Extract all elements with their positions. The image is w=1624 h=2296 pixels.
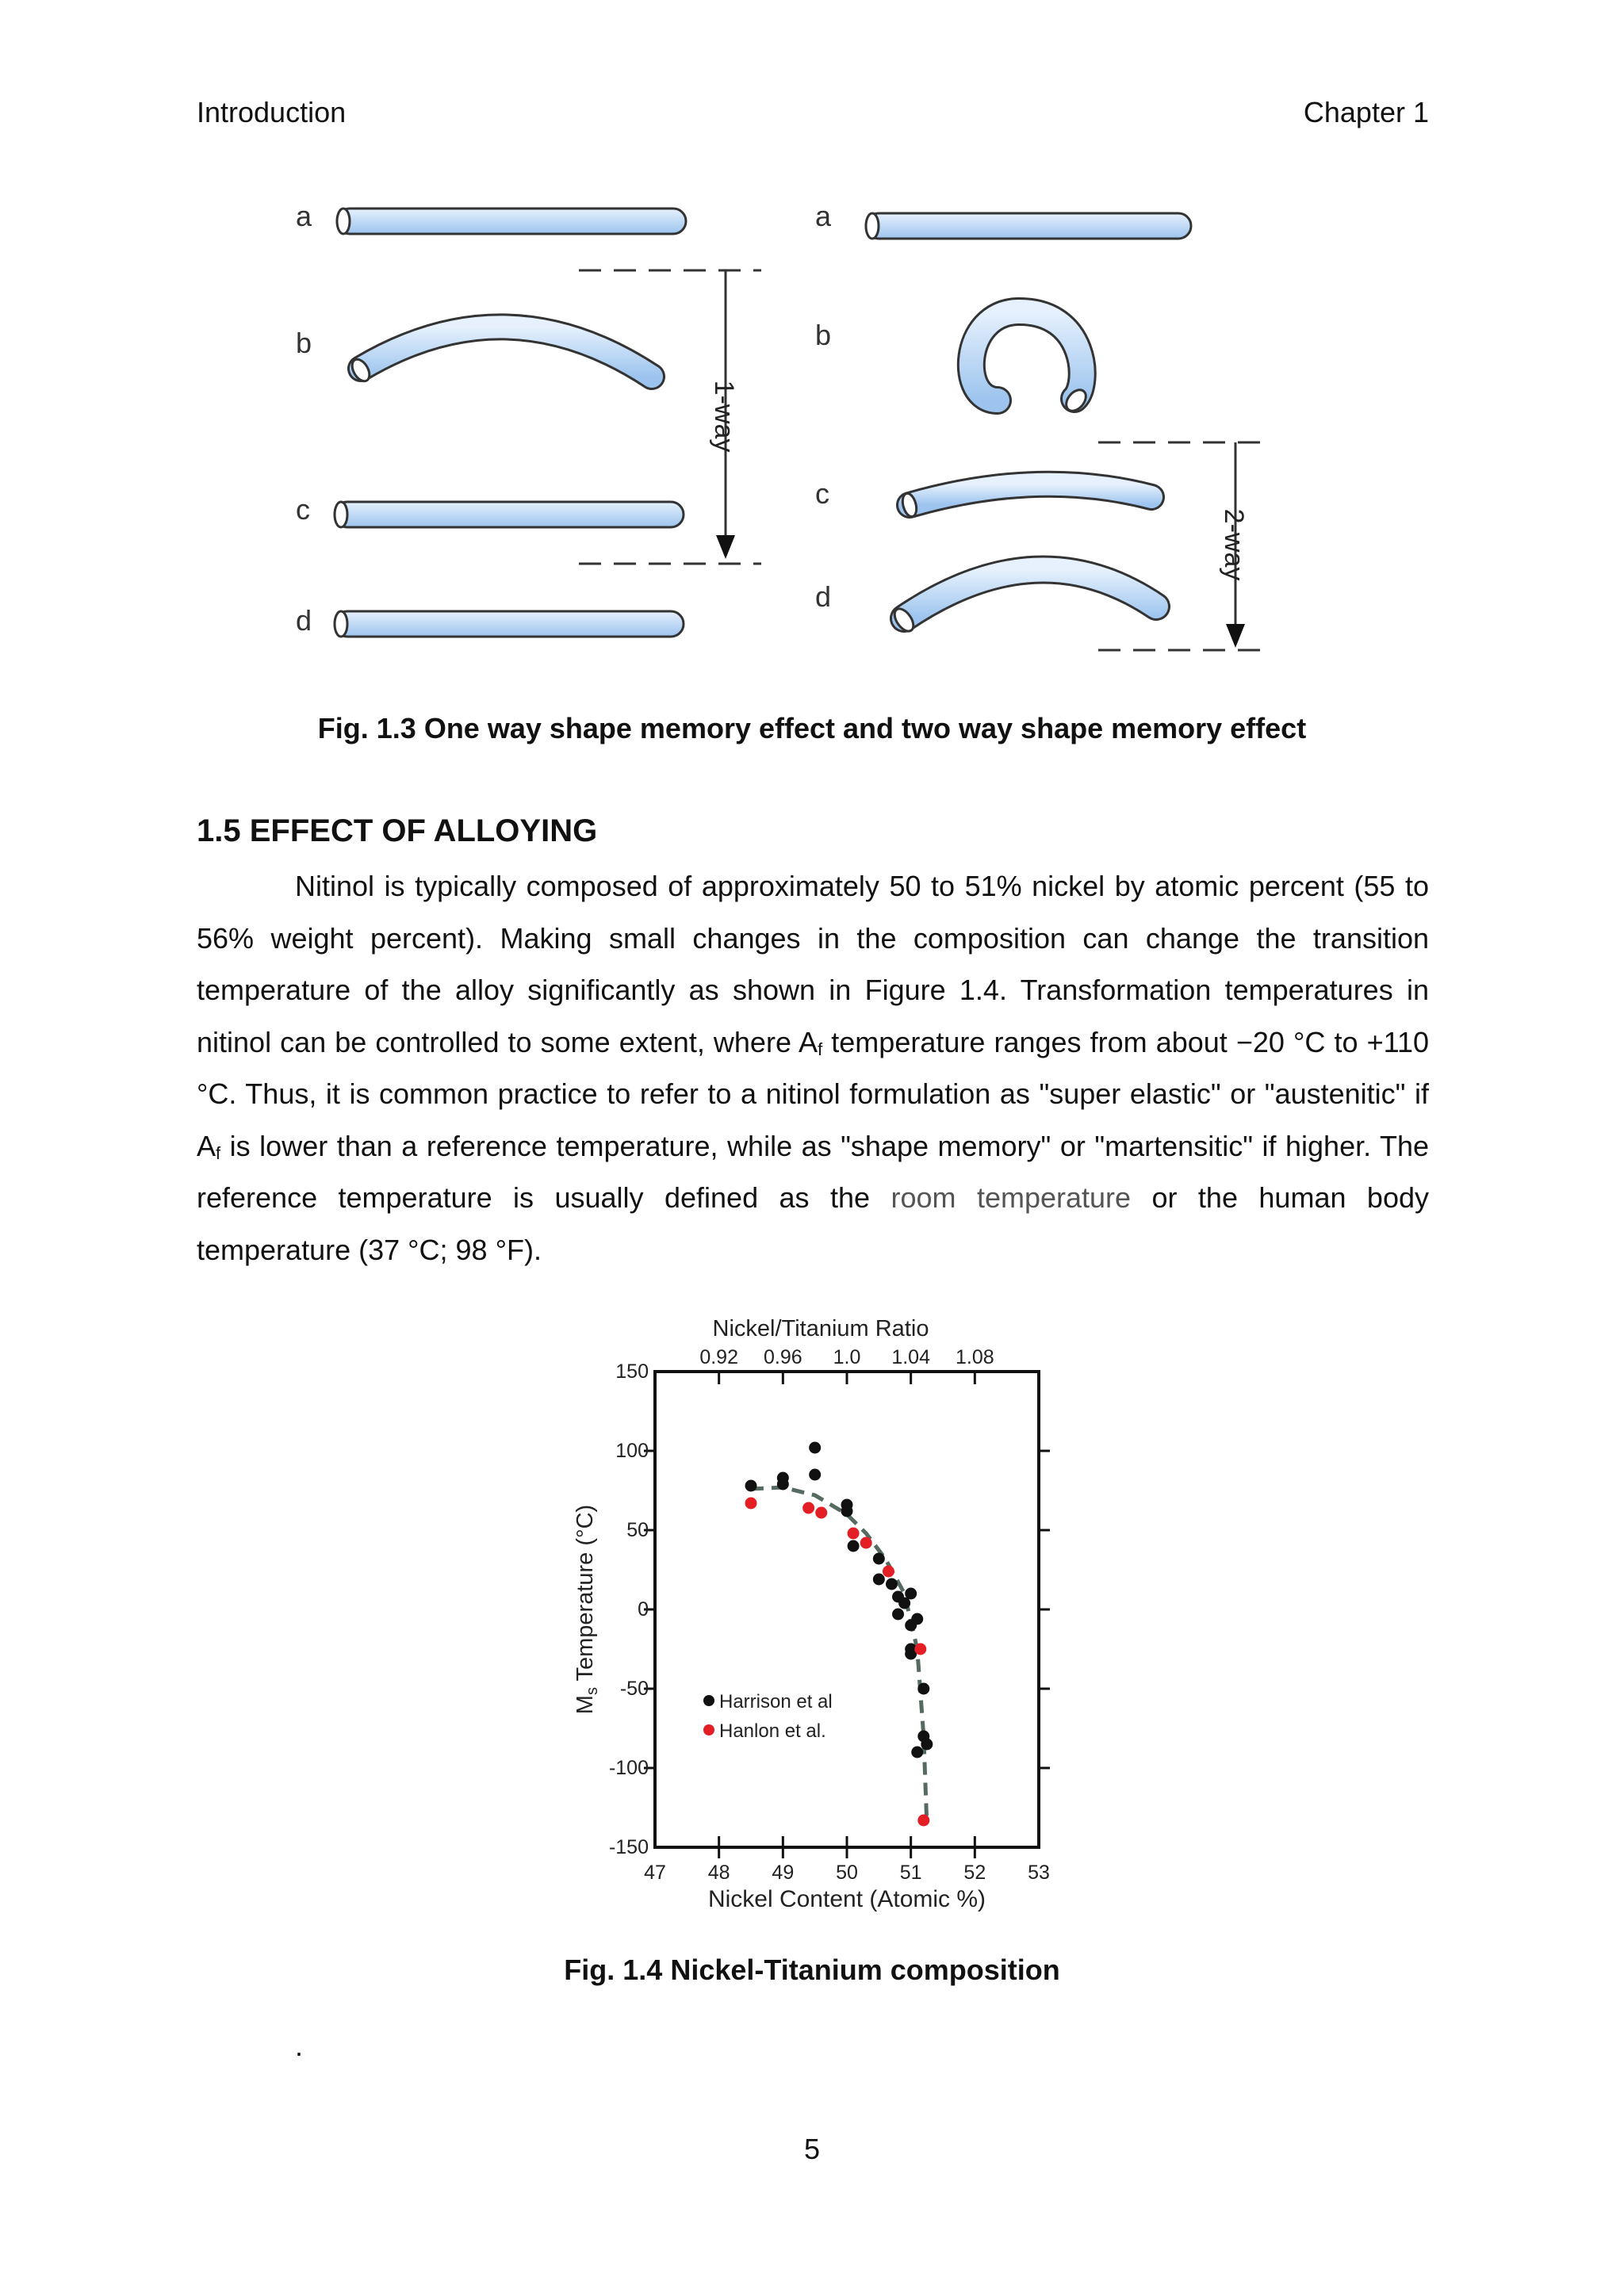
chart-top-axis-title: Nickel/Titanium Ratio	[712, 1316, 929, 1341]
figure-1-3-caption: Fig. 1.3 One way shape memory effect and two way shape memory effect	[317, 712, 1307, 744]
data-point-harrison	[886, 1578, 898, 1590]
fig13-right-label-b: b	[815, 319, 832, 351]
chart-y-axis-title	[573, 1505, 601, 1714]
fig13-right-wire-c	[900, 484, 1151, 519]
data-point-harrison	[911, 1613, 923, 1625]
fig13-right-wire-d	[891, 569, 1156, 634]
data-point-harrison	[873, 1553, 885, 1565]
data-point-harrison	[777, 1479, 789, 1490]
legend-label-hanlon: Hanlon et al.	[719, 1720, 826, 1742]
data-point-harrison	[892, 1609, 904, 1621]
data-point-hanlon	[883, 1566, 894, 1578]
running-header	[197, 95, 1429, 130]
chart-plot-frame	[655, 1372, 1039, 1847]
figure-1-4-caption: Fig. 1.4 Nickel-Titanium composition	[564, 1954, 1060, 1986]
paragraph-part-4: or the human body temperature (37 °C; 98 °F).	[197, 1181, 1429, 1266]
x-tick-label: 48	[707, 1862, 730, 1884]
data-point-hanlon	[860, 1537, 872, 1549]
top-tick-label: 1.08	[955, 1346, 994, 1368]
section-heading: 1.5 EFFECT OF ALLOYING	[197, 813, 598, 848]
top-tick-label: 1.04	[891, 1346, 931, 1368]
data-point-harrison	[911, 1747, 923, 1758]
page-number: 5	[803, 2133, 821, 2165]
running-header-left: Introduction	[197, 96, 347, 128]
fig13-left-label-b: b	[296, 327, 312, 359]
data-point-hanlon	[917, 1815, 929, 1827]
y-axis-title-rest: Temperature (°C)	[573, 1504, 598, 1688]
fig13-two-way-label: 2-way	[1219, 508, 1249, 581]
top-tick-label: 0.96	[763, 1346, 802, 1368]
y-tick-label: -150	[608, 1836, 649, 1858]
legend-marker-hanlon	[703, 1724, 714, 1735]
y-axis-title-m: M	[573, 1695, 598, 1715]
y-tick-label: -100	[608, 1757, 649, 1779]
fig13-right-label-a: a	[815, 200, 832, 232]
fig13-left-label-a: a	[296, 200, 312, 232]
paragraph-part-1: Nitinol is typically composed of approximately 50 to 51% nickel by atomic percent (55 to 56% weight percent). Making small changes in the composition can change the transition temperature of the alloy significantly as shown in Figure 1.4. Transformation temperatures in nitinol can be controlled to some extent, where A	[197, 870, 1429, 1058]
y-tick-label: 150	[615, 1360, 649, 1383]
y-tick-label: 100	[615, 1440, 649, 1462]
fig13-left-wire-a	[337, 209, 686, 234]
chart-trend-line	[751, 1487, 927, 1823]
fig13-two-way-arrowhead	[1226, 624, 1245, 648]
data-point-hanlon	[815, 1507, 827, 1519]
fig13-left-wire-d	[335, 611, 684, 637]
fig13-right-wire-a	[866, 213, 1191, 239]
x-tick-label: 53	[1028, 1862, 1050, 1884]
x-tick-label: 51	[899, 1862, 922, 1884]
data-point-harrison	[809, 1442, 821, 1454]
y-axis-title-sub: s	[584, 1687, 601, 1696]
data-point-hanlon	[745, 1498, 757, 1510]
section-paragraph	[197, 860, 1429, 1276]
x-tick-label: 52	[963, 1862, 986, 1884]
fig13-right-wire-b	[971, 312, 1090, 415]
y-tick-label: -50	[619, 1678, 649, 1700]
data-point-harrison	[745, 1480, 757, 1492]
chart-x-axis-title: Nickel Content (Atomic %)	[707, 1886, 986, 1912]
fig13-left-wire-b	[349, 327, 652, 384]
data-point-harrison	[917, 1683, 929, 1695]
x-tick-label: 47	[644, 1862, 666, 1884]
legend-marker-harrison	[703, 1695, 714, 1706]
chart-legend	[703, 1691, 833, 1742]
data-point-harrison	[809, 1469, 821, 1481]
y-tick-label: 0	[638, 1598, 649, 1621]
x-tick-label: 50	[836, 1862, 858, 1884]
y-tick-label: 50	[626, 1519, 649, 1541]
paragraph-part-3: is lower than a reference temperature, while as "shape memory" or "martensitic" if higher. The reference temperature is usually defined as the	[197, 1129, 1429, 1214]
running-header-right: Chapter 1	[1303, 96, 1429, 128]
fig13-right-label-c: c	[815, 477, 829, 510]
data-point-hanlon	[848, 1528, 860, 1540]
af-subscript-2: f	[216, 1142, 221, 1163]
data-point-harrison	[848, 1540, 860, 1552]
stray-dot: .	[295, 2030, 304, 2062]
af-subscript-1: f	[818, 1039, 823, 1059]
data-point-harrison	[905, 1588, 917, 1600]
fig13-left-wire-c	[335, 502, 684, 527]
paragraph-part-2: temperature ranges from about −20 °C to +110 °C. Thus, it is common practice to refer to a nitinol formulation as "super elastic" or "austenitic" if A	[197, 1025, 1429, 1162]
data-point-harrison	[841, 1506, 853, 1517]
figure-1-3-shape-memory-diagram	[270, 186, 1300, 662]
fig13-right-label-d: d	[815, 580, 832, 613]
room-temperature-link[interactable]: room temperature	[891, 1181, 1132, 1214]
legend-label-harrison: Harrison et al	[719, 1691, 833, 1712]
x-tick-label: 49	[772, 1862, 795, 1884]
fig13-left-label-c: c	[296, 493, 310, 526]
data-point-hanlon	[914, 1644, 926, 1655]
figure-1-4-chart	[555, 1300, 1071, 1919]
fig13-one-way-arrowhead	[716, 535, 735, 559]
data-point-hanlon	[802, 1502, 814, 1514]
data-point-harrison	[921, 1739, 933, 1751]
top-tick-label: 0.92	[699, 1346, 739, 1368]
data-point-harrison	[873, 1574, 885, 1586]
fig13-left-label-d: d	[296, 604, 312, 637]
fig13-one-way-label: 1-way	[709, 380, 739, 453]
top-tick-label: 1.0	[833, 1346, 861, 1368]
